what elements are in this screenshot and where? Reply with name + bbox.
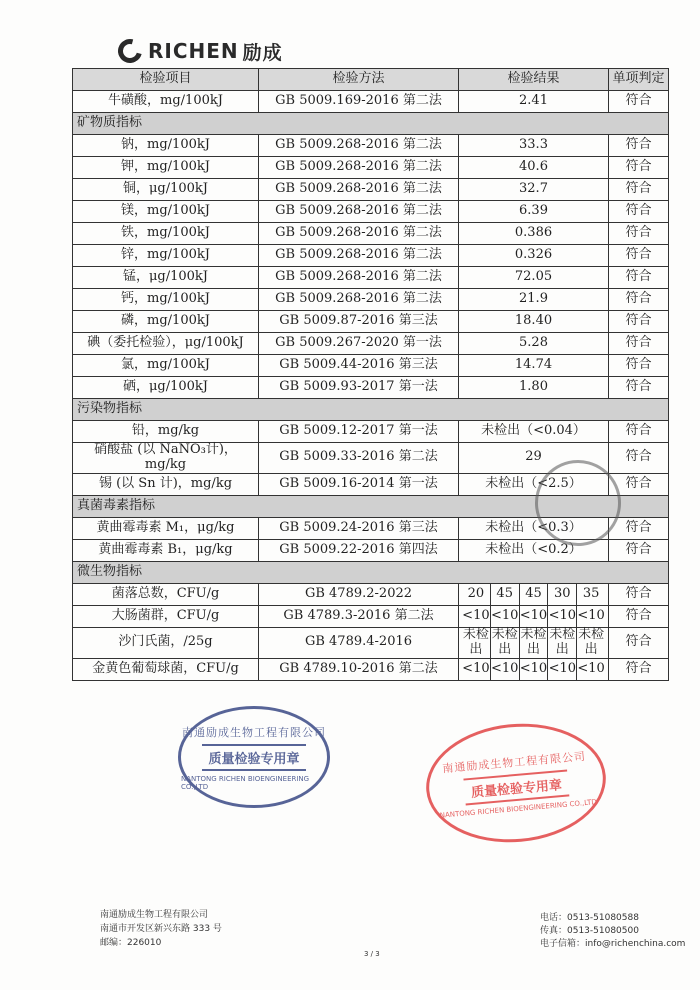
verdict-cell: 符合	[609, 443, 669, 474]
item-cell: 金黄色葡萄球菌，CFU/g	[73, 658, 259, 680]
result-cell: 0.386	[459, 223, 609, 245]
section-row	[73, 561, 669, 583]
sample-result: <10	[547, 606, 576, 627]
method-cell: GB 5009.16-2014 第一法	[259, 473, 459, 495]
seal-core-text: 质量检验专用章	[464, 769, 569, 805]
sample-result: 未检出	[578, 626, 605, 657]
item-cell: 黄曲霉毒素 M₁，μg/kg	[73, 517, 259, 539]
verdict-cell: 符合	[609, 377, 669, 399]
table-row	[73, 245, 669, 267]
result-cell: 未检出（<0.2）	[459, 539, 609, 561]
method-cell: GB 5009.93-2017 第一法	[259, 377, 459, 399]
method-cell: GB 5009.22-2016 第四法	[259, 539, 459, 561]
sample-result: 未检出	[462, 626, 489, 657]
result-subgrid	[462, 584, 605, 605]
seal-core-text: 质量检验专用章	[202, 744, 305, 771]
method-cell: GB 4789.4-2016	[259, 627, 459, 658]
verdict-cell: 符合	[609, 605, 669, 627]
footer-address-line: 南通市开发区新兴东路 333 号	[100, 924, 222, 934]
table-row	[73, 311, 669, 333]
verdict-cell: 符合	[609, 311, 669, 333]
table-row	[73, 355, 669, 377]
blue-quality-seal	[178, 706, 330, 808]
header-cell: 检验项目	[73, 69, 259, 91]
table-row	[73, 201, 669, 223]
item-cell: 牛磺酸，mg/100kJ	[73, 91, 259, 113]
richen-logo-icon	[114, 35, 147, 68]
verdict-cell: 符合	[609, 583, 669, 605]
sample-result: <10	[462, 607, 490, 623]
red-quality-seal	[421, 716, 611, 849]
result-cell: 29	[459, 443, 609, 474]
method-cell: GB 5009.268-2016 第二法	[259, 201, 459, 223]
sample-result: 45	[490, 584, 519, 605]
footer-email: 电子信箱：info@richenchina.com	[540, 939, 686, 949]
sample-result: <10	[519, 606, 548, 627]
result-cell: 40.6	[459, 157, 609, 179]
table-row	[73, 289, 669, 311]
verdict-cell: 符合	[609, 157, 669, 179]
method-cell: GB 5009.268-2016 第二法	[259, 289, 459, 311]
item-cell: 铅，mg/kg	[73, 421, 259, 443]
sample-result: <10	[462, 660, 490, 676]
sample-result: 未检出	[549, 626, 576, 657]
result-cell: 14.74	[459, 355, 609, 377]
item-cell: 硒，μg/100kJ	[73, 377, 259, 399]
item-cell: 碘（委托检验），μg/100kJ	[73, 333, 259, 355]
verdict-cell: 符合	[609, 658, 669, 680]
verdict-cell: 符合	[609, 473, 669, 495]
table-row	[73, 605, 669, 627]
sample-result: 30	[547, 584, 576, 605]
method-cell: GB 4789.2-2022	[259, 583, 459, 605]
section-row	[73, 399, 669, 421]
table-row	[73, 91, 669, 113]
verdict-cell: 符合	[609, 289, 669, 311]
verdict-cell: 符合	[609, 91, 669, 113]
section-title: 微生物指标	[73, 561, 669, 583]
footer-contact	[540, 912, 685, 951]
item-cell: 铜，μg/100kJ	[73, 179, 259, 201]
result-grid-cell	[459, 583, 609, 605]
header-cell: 单项判定	[609, 69, 669, 91]
item-cell: 沙门氏菌，/25g	[73, 627, 259, 658]
result-subgrid	[462, 659, 605, 680]
table-header-row	[73, 69, 669, 91]
result-cell: 1.80	[459, 377, 609, 399]
table-row	[73, 583, 669, 605]
method-cell: GB 5009.44-2016 第三法	[259, 355, 459, 377]
verdict-cell: 符合	[609, 539, 669, 561]
footer-address	[100, 908, 222, 950]
section-title: 真菌毒素指标	[73, 495, 669, 517]
verdict-cell: 符合	[609, 245, 669, 267]
table-row	[73, 377, 669, 399]
method-cell: GB 5009.268-2016 第二法	[259, 179, 459, 201]
item-cell: 铁，mg/100kJ	[73, 223, 259, 245]
result-cell: 5.28	[459, 333, 609, 355]
verdict-cell: 符合	[609, 333, 669, 355]
method-cell: GB 4789.3-2016 第二法	[259, 605, 459, 627]
sample-result: 35	[576, 584, 605, 605]
seal-ring-text: 南通励成生物工程有限公司	[182, 725, 326, 739]
verdict-cell: 符合	[609, 201, 669, 223]
footer-phone: 电话：0513-51080588	[540, 913, 639, 923]
method-cell: GB 5009.33-2016 第二法	[259, 443, 459, 474]
verdict-cell: 符合	[609, 223, 669, 245]
sample-result: <10	[519, 659, 548, 680]
result-cell: 33.3	[459, 135, 609, 157]
result-cell: 未检出（<0.3）	[459, 517, 609, 539]
method-cell: GB 5009.87-2016 第三法	[259, 311, 459, 333]
section-title: 污染物指标	[73, 399, 669, 421]
inspection-table	[72, 68, 669, 681]
section-title: 矿物质指标	[73, 113, 669, 135]
sample-result: <10	[490, 659, 519, 680]
item-cell: 氯，mg/100kJ	[73, 355, 259, 377]
item-cell: 锌，mg/100kJ	[73, 245, 259, 267]
verdict-cell: 符合	[609, 421, 669, 443]
brand-name-cn: 励成	[242, 41, 283, 64]
result-cell: 6.39	[459, 201, 609, 223]
header-cell: 检验方法	[259, 69, 459, 91]
seal-english-text: NANTONG RICHEN BIOENGINEERING CO.,LTD	[181, 774, 310, 791]
page-number: 3 / 3	[364, 950, 380, 958]
item-cell: 镁，mg/100kJ	[73, 201, 259, 223]
seal-ring-text: 南通励成生物工程有限公司	[441, 749, 587, 775]
method-cell: GB 5009.268-2016 第二法	[259, 157, 459, 179]
item-cell: 钾，mg/100kJ	[73, 157, 259, 179]
table-row	[73, 333, 669, 355]
result-cell: 2.41	[459, 91, 609, 113]
verdict-cell: 符合	[609, 179, 669, 201]
verdict-cell: 符合	[609, 355, 669, 377]
sample-result: <10	[576, 606, 605, 627]
result-cell: 未检出（<0.04）	[459, 421, 609, 443]
sample-result: <10	[490, 606, 519, 627]
footer-fax: 传真：0513-51080500	[540, 926, 639, 936]
result-cell: 18.40	[459, 311, 609, 333]
table-row	[73, 135, 669, 157]
item-cell: 钙，mg/100kJ	[73, 289, 259, 311]
result-subgrid	[462, 606, 605, 627]
item-cell: 钠，mg/100kJ	[73, 135, 259, 157]
sample-result: 未检出	[491, 626, 518, 657]
method-cell: GB 5009.268-2016 第二法	[259, 223, 459, 245]
method-cell: GB 5009.268-2016 第二法	[259, 245, 459, 267]
footer-company: 南通励成生物工程有限公司	[100, 910, 209, 920]
result-cell: 0.326	[459, 245, 609, 267]
section-row	[73, 113, 669, 135]
table-row	[73, 267, 669, 289]
sample-result: <10	[576, 659, 605, 680]
table-row	[73, 658, 669, 680]
table-row	[73, 157, 669, 179]
result-subgrid	[462, 628, 605, 658]
sample-result: <10	[547, 659, 576, 680]
verdict-cell: 符合	[609, 627, 669, 658]
seal-english-text: NANTONG RICHEN BIOENGINEERING CO.,LTD	[439, 797, 598, 820]
table-row	[73, 421, 669, 443]
item-cell: 黄曲霉毒素 B₁，μg/kg	[73, 539, 259, 561]
table-row	[73, 179, 669, 201]
sample-result: 20	[467, 585, 485, 601]
sample-result: 未检出	[520, 626, 547, 657]
verdict-cell: 符合	[609, 517, 669, 539]
result-cell: 21.9	[459, 289, 609, 311]
method-cell: GB 5009.268-2016 第二法	[259, 267, 459, 289]
brand-logo	[118, 36, 283, 66]
header-cell: 检验结果	[459, 69, 609, 91]
method-cell: GB 5009.169-2016 第二法	[259, 91, 459, 113]
method-cell: GB 5009.268-2016 第二法	[259, 135, 459, 157]
item-cell: 磷，mg/100kJ	[73, 311, 259, 333]
method-cell: GB 5009.267-2020 第一法	[259, 333, 459, 355]
result-grid-cell	[459, 605, 609, 627]
item-cell: 锰，μg/100kJ	[73, 267, 259, 289]
table-row	[73, 223, 669, 245]
footer-postcode: 邮编：226010	[100, 938, 162, 948]
verdict-cell: 符合	[609, 267, 669, 289]
result-cell: 32.7	[459, 179, 609, 201]
result-cell: 72.05	[459, 267, 609, 289]
result-cell: 未检出（<2.5）	[459, 473, 609, 495]
method-cell: GB 4789.10-2016 第二法	[259, 658, 459, 680]
result-grid-cell	[459, 627, 609, 658]
result-grid-cell	[459, 658, 609, 680]
method-cell: GB 5009.12-2017 第一法	[259, 421, 459, 443]
sample-result: 45	[519, 584, 548, 605]
brand-name-en: RICHEN	[148, 39, 239, 63]
item-cell: 大肠菌群，CFU/g	[73, 605, 259, 627]
item-cell: 硝酸盐 (以 NaNO₃计)，mg/kg	[73, 443, 259, 474]
item-cell: 锡 (以 Sn 计)，mg/kg	[73, 473, 259, 495]
item-cell: 菌落总数，CFU/g	[73, 583, 259, 605]
method-cell: GB 5009.24-2016 第三法	[259, 517, 459, 539]
verdict-cell: 符合	[609, 135, 669, 157]
table-row	[73, 627, 669, 658]
